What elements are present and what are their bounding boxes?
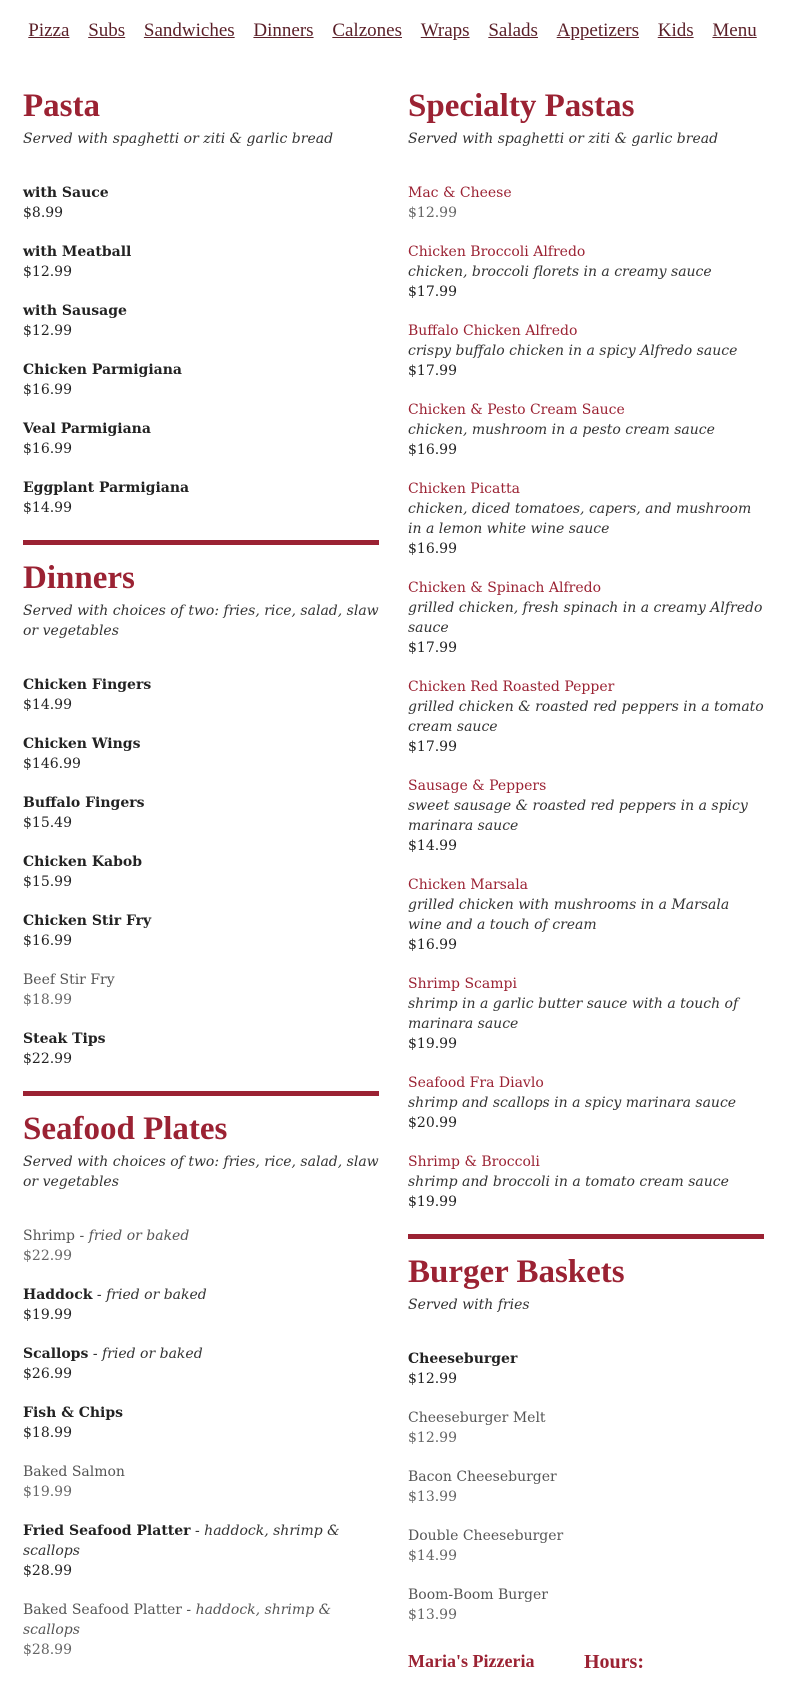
menu-item-description: sweet sausage & roasted red peppers in a spicy marinara sauce: [408, 798, 748, 834]
menu-item-name: Chicken Kabob: [23, 854, 142, 870]
menu-item-name: Shrimp: [23, 1228, 76, 1244]
menu-item-price: $12.99: [408, 1371, 457, 1387]
menu-item-note: - haddock, shrimp & scallops: [23, 1523, 340, 1559]
section-subtitle: Served with spaghetti or ziti & garlic bread: [23, 131, 334, 147]
menu-item-name: Scallops: [23, 1346, 89, 1362]
nav-link-calzones[interactable]: Calzones: [332, 20, 402, 41]
menu-item-price: $22.99: [23, 1051, 72, 1067]
section-title: Pasta: [23, 88, 100, 124]
menu-item-name: Seafood Fra Diavlo: [408, 1075, 544, 1091]
menu-item-price: $22.99: [23, 1248, 72, 1264]
menu-item-name: Bacon Cheeseburger: [408, 1469, 557, 1485]
menu-item: [408, 400, 764, 460]
nav-link-menu[interactable]: Menu: [712, 20, 757, 41]
menu-item: [23, 734, 379, 774]
menu-item-note: - fried or baked: [92, 1346, 203, 1362]
menu-item-description: crispy buffalo chicken in a spicy Alfredo sauce: [408, 343, 738, 359]
menu-item-price: $16.99: [408, 937, 457, 953]
menu-section-pasta: [23, 85, 379, 518]
menu-item-note: - fried or baked: [96, 1287, 207, 1303]
menu-item-heading: [23, 970, 379, 990]
menu-item-price: $14.99: [408, 838, 457, 854]
menu-item: [408, 479, 764, 559]
menu-item-name: Boom-Boom Burger: [408, 1587, 548, 1603]
menu-item-name: Chicken Wings: [23, 736, 141, 752]
footer: [408, 1651, 764, 1691]
menu-item-heading: [23, 734, 379, 754]
menu-item-list: [23, 183, 379, 518]
section-subtitle: Served with fries: [408, 1297, 530, 1313]
menu-item-heading: [408, 776, 764, 796]
menu-item-name: Baked Seafood Platter: [23, 1602, 182, 1618]
menu-item-price: $17.99: [408, 284, 457, 300]
nav-link-appetizers[interactable]: Appetizers: [556, 20, 639, 41]
menu-item-price: $14.99: [23, 697, 72, 713]
menu-item: [23, 419, 379, 459]
menu-item-name: Buffalo Fingers: [23, 795, 145, 811]
menu-item-price: $12.99: [408, 1430, 457, 1446]
section-subtitle: Served with choices of two: fries, rice, salad, slaw or vegetables: [23, 1154, 379, 1190]
section-subtitle: Served with choices of two: fries, rice, salad, slaw or vegetables: [23, 603, 379, 639]
menu-item-price: $12.99: [23, 323, 72, 339]
menu-item-heading: [23, 1285, 379, 1305]
menu-item-name: with Sausage: [23, 303, 127, 319]
menu-item-description: shrimp and broccoli in a tomato cream sauce: [408, 1174, 729, 1190]
menu-item: [23, 301, 379, 341]
menu-item-price: $19.99: [23, 1307, 72, 1323]
menu-item: [408, 1467, 764, 1507]
menu-item: [408, 677, 764, 757]
menu-item-heading: [23, 1403, 379, 1423]
section-title: Specialty Pastas: [408, 88, 635, 124]
menu-item: [23, 1462, 379, 1502]
menu-item: [23, 675, 379, 715]
menu-item: [408, 1349, 764, 1389]
menu-item-heading: [23, 1462, 379, 1482]
menu-item-price: $146.99: [23, 756, 81, 772]
menu-item-price: $17.99: [408, 739, 457, 755]
menu-item: [23, 1029, 379, 1069]
menu-item-name: Eggplant Parmigiana: [23, 480, 190, 496]
menu-item: [23, 183, 379, 223]
menu-item-name: Cheeseburger: [408, 1351, 518, 1367]
nav-link-subs[interactable]: Subs: [88, 20, 126, 41]
menu-item-heading: [408, 974, 764, 994]
menu-item: [23, 911, 379, 951]
section-title: Burger Baskets: [408, 1254, 625, 1290]
footer-hours-label: Hours:: [584, 1651, 644, 1673]
menu-item-price: $8.99: [23, 205, 64, 221]
menu-item-name: Chicken Picatta: [408, 481, 520, 497]
menu-item-name: Cheeseburger Melt: [408, 1410, 546, 1426]
menu-item-heading: [408, 1526, 764, 1546]
menu-item-heading: [23, 242, 379, 262]
menu-item-price: $18.99: [23, 1425, 72, 1441]
menu-item-name: Chicken Broccoli Alfredo: [408, 244, 586, 260]
menu-item-price: $26.99: [23, 1366, 72, 1382]
nav-link-kids[interactable]: Kids: [657, 20, 694, 41]
menu-item-price: $19.99: [408, 1036, 457, 1052]
menu-item: [408, 776, 764, 856]
menu-item-list: [408, 1349, 764, 1625]
menu-item-price: $17.99: [408, 363, 457, 379]
menu-item-name: Chicken Marsala: [408, 877, 529, 893]
menu-item: [408, 974, 764, 1054]
menu-item: [23, 1285, 379, 1325]
nav-link-salads[interactable]: Salads: [488, 20, 538, 41]
menu-item-price: $19.99: [23, 1484, 72, 1500]
menu-item-price: $28.99: [23, 1563, 72, 1579]
menu-item-description: chicken, diced tomatoes, capers, and mushroom in a lemon white wine sauce: [408, 501, 752, 537]
menu-item: [23, 970, 379, 1010]
menu-item: [408, 1408, 764, 1448]
menu-item: [23, 1600, 379, 1660]
menu-item-heading: [408, 183, 764, 203]
menu-item-heading: [23, 1226, 379, 1246]
menu-item-heading: [408, 578, 764, 598]
menu-item-heading: [23, 852, 379, 872]
menu-item: [408, 1526, 764, 1566]
menu-item-heading: [23, 478, 379, 498]
menu-item-description: grilled chicken & roasted red peppers in a tomato cream sauce: [408, 699, 764, 735]
menu-item-description: chicken, mushroom in a pesto cream sauce: [408, 422, 715, 438]
left-column: [23, 85, 379, 1679]
menu-item-price: $20.99: [408, 1115, 457, 1131]
menu-item-heading: [408, 1467, 764, 1487]
menu-item-heading: [408, 321, 764, 341]
menu-item: [408, 1585, 764, 1625]
menu-item-name: Beef Stir Fry: [23, 972, 115, 988]
menu-item-heading: [23, 183, 379, 203]
menu-item-name: Chicken Fingers: [23, 677, 152, 693]
menu-section-dinners: [23, 540, 379, 1069]
menu-item-heading: [23, 1600, 379, 1640]
menu-item: [408, 578, 764, 658]
menu-item-price: $14.99: [23, 500, 72, 516]
section-title: Dinners: [23, 560, 135, 596]
menu-item-heading: [408, 1152, 764, 1172]
menu-item: [23, 242, 379, 282]
menu-item-price: $16.99: [408, 442, 457, 458]
right-column: [408, 85, 764, 1691]
menu-item-heading: [23, 1344, 379, 1364]
menu-item-description: chicken, broccoli florets in a creamy sauce: [408, 264, 712, 280]
menu-item: [408, 183, 764, 223]
menu-item-price: $28.99: [23, 1642, 72, 1658]
category-nav: [0, 0, 785, 42]
menu-item-name: Baked Salmon: [23, 1464, 125, 1480]
menu-item-name: Chicken Red Roasted Pepper: [408, 679, 615, 695]
menu-item-description: shrimp in a garlic butter sauce with a touch of marinara sauce: [408, 996, 739, 1032]
menu-item-note: - fried or baked: [79, 1228, 190, 1244]
menu-item: [23, 1521, 379, 1581]
menu-item-price: $12.99: [408, 205, 457, 221]
menu-item: [23, 360, 379, 400]
menu-item-name: Fish & Chips: [23, 1405, 124, 1421]
menu-item-name: Chicken Parmigiana: [23, 362, 182, 378]
menu-item-heading: [23, 360, 379, 380]
menu-item-name: Double Cheeseburger: [408, 1528, 564, 1544]
menu-item-heading: [408, 875, 764, 895]
nav-link-wraps[interactable]: Wraps: [420, 20, 470, 41]
menu-item-price: $14.99: [408, 1548, 457, 1564]
menu-item-description: grilled chicken, fresh spinach in a creamy Alfredo sauce: [408, 600, 763, 636]
menu-item-price: $16.99: [23, 382, 72, 398]
menu-item-heading: [408, 1073, 764, 1093]
menu-item: [23, 478, 379, 518]
menu-item-price: $15.49: [23, 815, 72, 831]
menu-item: [23, 1226, 379, 1266]
menu-item-heading: [408, 1408, 764, 1428]
menu-item-price: $12.99: [23, 264, 72, 280]
menu-item-heading: [23, 675, 379, 695]
menu-item-heading: [23, 911, 379, 931]
menu-item-price: $16.99: [23, 933, 72, 949]
menu-item-name: Fried Seafood Platter: [23, 1523, 191, 1539]
menu-item-heading: [23, 793, 379, 813]
menu-item: [408, 1152, 764, 1212]
menu-item-description: shrimp and scallops in a spicy marinara sauce: [408, 1095, 737, 1111]
menu-item: [23, 852, 379, 892]
menu-item: [408, 1073, 764, 1133]
menu-item: [408, 242, 764, 302]
section-title: Seafood Plates: [23, 1111, 228, 1147]
menu-item-name: Chicken & Pesto Cream Sauce: [408, 402, 625, 418]
menu-item-name: Haddock: [23, 1287, 93, 1303]
menu-item-name: Chicken Stir Fry: [23, 913, 152, 929]
menu-item: [23, 1403, 379, 1443]
menu-item-price: $13.99: [408, 1489, 457, 1505]
menu-item-heading: [23, 1029, 379, 1049]
menu-section-burger-baskets: [408, 1234, 764, 1625]
section-divider: [23, 1091, 379, 1096]
menu-item-heading: [408, 242, 764, 262]
menu-item-heading: [23, 419, 379, 439]
menu-item-heading: [408, 400, 764, 420]
menu-item-heading: [23, 301, 379, 321]
menu-item-note: - haddock, shrimp & scallops: [23, 1602, 332, 1638]
menu-item-price: $19.99: [408, 1194, 457, 1210]
menu-item-price: $15.99: [23, 874, 72, 890]
menu-item-heading: [408, 677, 764, 697]
menu-item-name: Sausage & Peppers: [408, 778, 547, 794]
menu-item-heading: [408, 1585, 764, 1605]
menu-item-price: $16.99: [23, 441, 72, 457]
menu-section-seafood-plates: [23, 1091, 379, 1660]
menu-item: [23, 793, 379, 833]
menu-item-name: Shrimp & Broccoli: [408, 1154, 540, 1170]
menu-item: [408, 875, 764, 955]
menu-item-name: Buffalo Chicken Alfredo: [408, 323, 578, 339]
menu-item-name: Mac & Cheese: [408, 185, 512, 201]
menu-item-heading: [408, 479, 764, 499]
menu-item-name: Chicken & Spinach Alfredo: [408, 580, 602, 596]
menu-item: [23, 1344, 379, 1384]
menu-item-name: with Meatball: [23, 244, 132, 260]
menu-item-price: $18.99: [23, 992, 72, 1008]
section-divider: [23, 540, 379, 545]
nav-link-pizza[interactable]: Pizza: [28, 20, 70, 41]
footer-brand: Maria's Pizzeria: [408, 1651, 535, 1671]
nav-link-dinners[interactable]: Dinners: [253, 20, 314, 41]
menu-item-name: Veal Parmigiana: [23, 421, 151, 437]
menu-item-heading: [23, 1521, 379, 1561]
menu-item-price: $17.99: [408, 640, 457, 656]
menu-item-list: [408, 183, 764, 1212]
menu-item-name: with Sauce: [23, 185, 109, 201]
menu-item-price: $13.99: [408, 1607, 457, 1623]
menu-item-heading: [408, 1349, 764, 1369]
menu-item: [408, 321, 764, 381]
menu-item-list: [23, 675, 379, 1069]
menu-item-description: grilled chicken with mushrooms in a Marsala wine and a touch of cream: [408, 897, 730, 933]
menu-item-price: $16.99: [408, 541, 457, 557]
menu-section-specialty-pastas: [408, 85, 764, 1212]
section-subtitle: Served with spaghetti or ziti & garlic bread: [408, 131, 719, 147]
menu-item-name: Steak Tips: [23, 1031, 106, 1047]
nav-link-sandwiches[interactable]: Sandwiches: [143, 20, 235, 41]
menu-item-name: Shrimp Scampi: [408, 976, 517, 992]
menu-item-list: [23, 1226, 379, 1660]
section-divider: [408, 1234, 764, 1239]
